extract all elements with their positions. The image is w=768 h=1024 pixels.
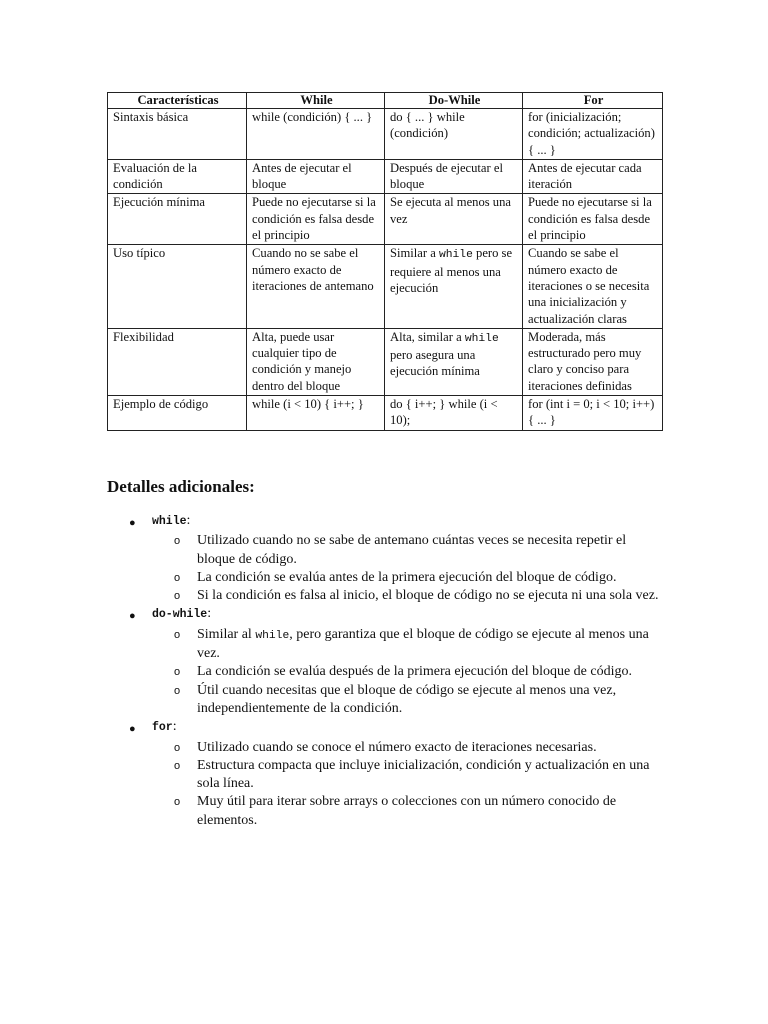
cell-feature: Evaluación de la condición [108,159,247,194]
circle-bullet-icon: o [174,590,181,603]
list-item-text: Utilizado cuando no se sabe de antemano cuántas veces se necesita repetir el bloque de código. [197,533,627,567]
list-item-text: Útil cuando necesitas que el bloque de código se ejecute al menos una vez, independientemente de la condición. [197,682,617,716]
code-keyword: while [255,629,290,642]
list-item-text: La condición se evalúa antes de la primera ejecución del bloque de código. [197,569,617,585]
table-row [108,245,663,328]
comparison-table [107,92,663,431]
list-item-text-pre: Similar al [197,626,256,642]
list-item [152,757,667,794]
list-item [152,793,667,830]
list-item-text-post: , pero garantiza que el bloque de código se ejecute al menos una vez. [197,626,649,662]
circle-bullet-icon: o [174,628,181,641]
header-while: While [247,93,385,109]
cell-for: for (int i = 0; i < 10; i++) { ... } [523,396,663,431]
bullet-icon: ● [129,610,136,623]
details-list [107,512,667,830]
list-item-text: Si la condición es falsa al inicio, el bloque de código no se ejecuta ni una sola vez. [197,588,659,604]
cell-do-while [385,328,523,395]
cell-text-post: pero se requiere al menos una ejecución [390,246,513,295]
cell-do-while: do { ... } while (condición) [385,109,523,160]
section-title: Detalles adicionales: [107,477,255,496]
list-item-do-while: ● do-while: o Similar al while, pero garantiza que el bloque de código se ejecute al menos una vez. o La condición se evalúa después de la primera ejecución del bloque de código. o Útil cuando necesitas que el bloque de código se ejecute al menos una vez, independientemente de la condición. [107,605,667,718]
cell-while: Cuando no se sabe el número exacto de iteraciones de antemano [247,245,385,328]
cell-while: Antes de ejecutar el bloque [247,159,385,194]
circle-bullet-icon: o [174,571,181,584]
circle-bullet-icon: o [174,796,181,809]
table-row [108,396,663,431]
code-keyword: while [464,332,499,345]
table-row [108,159,663,194]
list-item [152,569,667,587]
bullet-icon: ● [129,517,136,529]
cell-for: Cuando se sabe el número exacto de iteraciones o se necesita una inicialización y actualización claras [523,245,663,328]
list-item-text: Estructura compacta que incluye inicialización, condición y actualización en una sola línea. [197,757,650,792]
cell-do-while [385,245,523,328]
list-item-text: Muy útil para iterar sobre arrays o colecciones con un número conocido de elementos. [197,794,617,828]
cell-do-while: do { i++; } while (i < 10); [385,396,523,431]
cell-do-while: Se ejecuta al menos una vez [385,194,523,245]
keyword-while: while [152,515,187,528]
cell-while: while (i < 10) { i++; } [247,396,385,431]
table-row [108,328,663,395]
cell-feature: Uso típico [108,245,247,328]
list-item [152,587,667,605]
circle-bullet-icon: o [174,741,181,754]
circle-bullet-icon: o [174,666,181,679]
keyword-do-while: do-while [152,608,208,622]
cell-for: Moderada, más estructurado pero muy claro y conciso para iteraciones definidas [523,328,663,395]
cell-feature: Ejecución mínima [108,194,247,245]
circle-bullet-icon: o [174,684,181,697]
circle-bullet-icon: o [174,535,181,548]
list-item-text: Utilizado cuando se conoce el número exacto de iteraciones necesarias. [197,739,597,755]
list-item-while: ● while: o Utilizado cuando no se sabe de antemano cuántas veces se necesita repetir el bloque de código. o La condición se evalúa antes de la primera ejecución del bloque de código. o Si la condición es falsa al inicio, el bloque de código no se ejecuta ni una sola vez. [107,512,667,605]
header-do-while: Do-While [385,93,523,109]
code-keyword: while [438,249,473,262]
table-header-row [108,93,663,109]
list-item [152,532,667,569]
keyword-for: for [152,721,173,735]
list-item [152,739,667,757]
cell-feature: Sintaxis básica [108,109,247,160]
list-item [152,626,667,664]
cell-while: while (condición) { ... } [247,109,385,160]
cell-text-pre: Alta, similar a [390,329,465,344]
header-for: For [523,93,663,109]
cell-for: Antes de ejecutar cada iteración [523,159,663,194]
header-caracteristicas: Características [108,93,247,109]
cell-for: for (inicialización; condición; actualización) { ... } [523,109,663,160]
table-row [108,109,663,160]
bullet-icon: ● [129,723,136,736]
list-item [152,663,667,681]
cell-for: Puede no ejecutarse si la condición es falsa desde el principio [523,194,663,245]
list-item-for: ● for: o Utilizado cuando se conoce el número exacto de iteraciones necesarias. o Estructura compacta que incluye inicialización, condición y actualización en una sola línea. o Muy útil para iterar sobre arrays o colecciones con un número conocido de elementos. [107,718,667,830]
cell-feature: Flexibilidad [108,328,247,395]
cell-while: Puede no ejecutarse si la condición es falsa desde el principio [247,194,385,245]
cell-feature: Ejemplo de código [108,396,247,431]
cell-do-while: Después de ejecutar el bloque [385,159,523,194]
cell-while: Alta, puede usar cualquier tipo de condición y manejo dentro del bloque [247,328,385,395]
table-row [108,194,663,245]
list-item [152,682,667,719]
list-item-text: La condición se evalúa después de la primera ejecución del bloque de código. [197,664,632,680]
circle-bullet-icon: o [174,759,181,772]
cell-text-pre: Similar a [390,246,439,261]
cell-text-post: pero asegura una ejecución mínima [390,348,480,379]
